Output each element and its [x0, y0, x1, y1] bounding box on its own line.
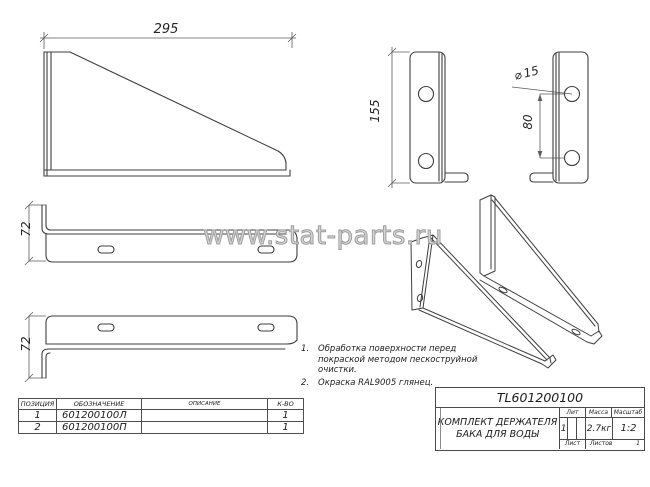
title-block-grid-footer [560, 440, 644, 449]
gusset-side-drawing [28, 22, 298, 186]
part-position: 2 [19, 422, 57, 434]
isometric-rear-bracket [480, 195, 602, 344]
parts-header-position: ПОЗИЦИЯ [19, 399, 57, 410]
parts-header-description: ОПИСАНИЕ [142, 399, 268, 410]
plate-lower-drawing [16, 303, 304, 385]
title-block-grid-values [560, 418, 644, 440]
parts-table-header-row [19, 399, 304, 410]
mass-label: Масса [586, 408, 612, 417]
note-number: 1. [301, 344, 310, 354]
part-qty: 1 [268, 422, 304, 434]
title-block-margin-line [440, 408, 441, 449]
lit-value: 1 [560, 418, 568, 439]
parts-table-row [19, 410, 304, 422]
sheets-label: Листов [590, 440, 613, 447]
scale-label: Масштаб [613, 409, 643, 416]
part-description [142, 422, 268, 434]
note-item [301, 344, 506, 376]
dim-155-label: 155 [368, 99, 382, 123]
note-number: 2. [301, 377, 310, 388]
dim-155-lines [388, 47, 410, 188]
mass-value: 2.7кг [586, 418, 613, 439]
bracket-left-outline [410, 52, 468, 183]
bracket-right-drawing [498, 40, 620, 190]
drawing-title-line1: КОМПЛЕКТ ДЕРЖАТЕЛЯ [437, 417, 558, 428]
lit-label: Лит [560, 408, 586, 417]
drawing-title-line2: БАКА ДЛЯ ВОДЫ [456, 428, 539, 440]
scale-value: 1:2 [620, 423, 637, 434]
dim-80-lines [540, 94, 564, 158]
view-bracket-right [498, 40, 620, 190]
parts-header-qty: К-ВО [268, 399, 304, 410]
sheets-cell [586, 440, 644, 449]
view-plate-lower [16, 303, 304, 385]
title-block-grid [560, 408, 644, 449]
hole-diameter-value: 15 [522, 63, 541, 81]
part-designation: 601200100П [57, 422, 142, 434]
part-description [142, 410, 268, 422]
dim-80-arrow-top [538, 94, 543, 101]
dim-80-label: 80 [521, 114, 535, 130]
dim-295-label: 295 [153, 22, 179, 37]
parts-table [18, 398, 304, 434]
part-qty: 1 [268, 410, 304, 422]
dim-72-lower-label: 72 [19, 336, 33, 352]
notes-block [301, 344, 506, 390]
part-designation: 601200100Л [57, 410, 142, 422]
dim-72-upper-label: 72 [19, 221, 33, 237]
note-text: Окраска RAL9005 глянец. [318, 377, 434, 388]
view-gusset-side [28, 22, 298, 186]
title-block-body [436, 408, 644, 449]
diameter-symbol: ⌀ [512, 67, 524, 83]
part-position: 1 [19, 410, 57, 422]
parts-table-row [19, 422, 304, 434]
sheet-label: Лист [560, 440, 586, 449]
note-text: Обработка поверхности перед покраской методом пескоструйной очистки. [318, 344, 478, 375]
gusset-outline [44, 52, 290, 176]
lit-cell-empty [577, 418, 585, 439]
hole-callout-leader [512, 87, 572, 94]
dim-80-arrow-bottom [538, 151, 543, 158]
lit-cells [560, 418, 586, 439]
sheets-value: 1 [636, 440, 640, 447]
view-bracket-left [358, 40, 476, 190]
plate-lower-outline [42, 316, 297, 378]
drawing-number: TL601200100 [436, 388, 644, 408]
title-block-grid-headers [560, 408, 644, 418]
lit-cell-empty [568, 418, 576, 439]
drawing-title [436, 408, 560, 449]
title-block [435, 387, 645, 451]
parts-header-designation: ОБОЗНАЧЕНИЕ [57, 399, 142, 410]
watermark-text: www.stat-parts.ru [203, 221, 443, 251]
